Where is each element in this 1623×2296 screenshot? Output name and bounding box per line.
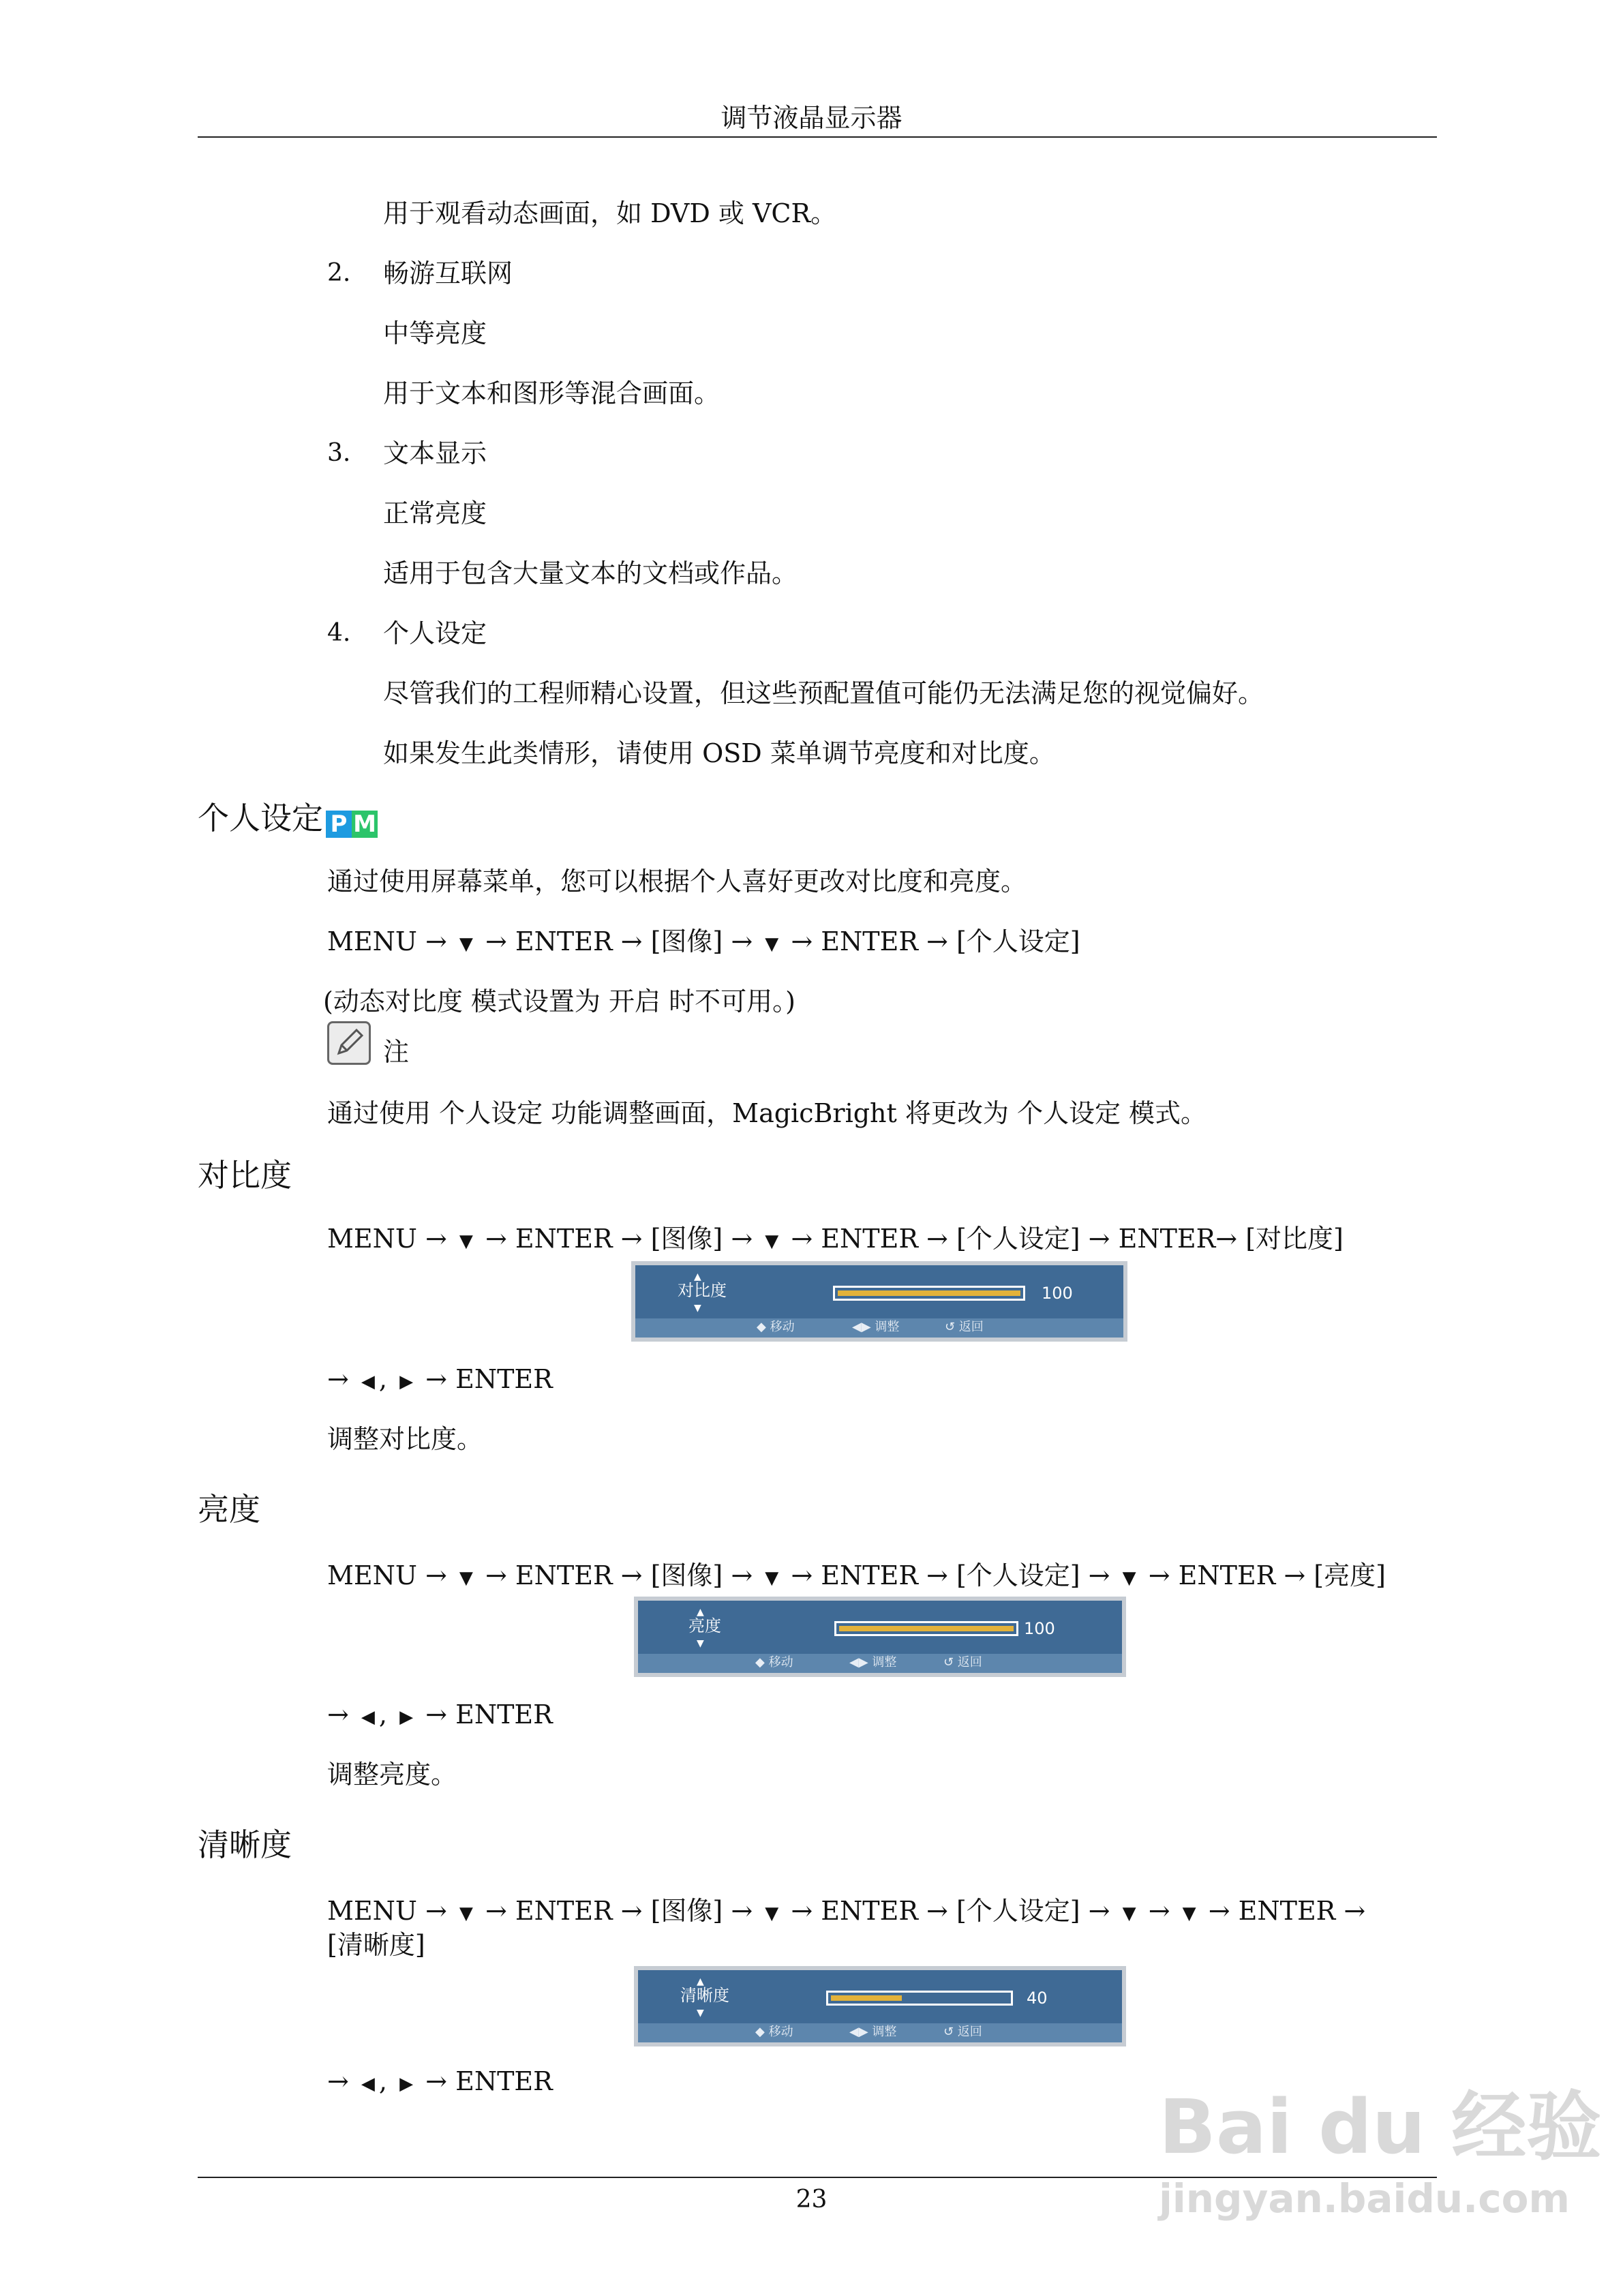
seq-part: → ENTER → [个人设定] →	[783, 1560, 1119, 1590]
hint-return: ↺ 返回	[945, 1320, 984, 1334]
up-down-icon: ▼	[694, 1303, 701, 1314]
seq-part: →	[327, 1700, 357, 1729]
custom-heading-text: 个人设定	[198, 800, 323, 836]
contrast-heading: 对比度	[198, 1157, 292, 1194]
osd-label: 清晰度	[680, 1986, 729, 2005]
up-down-icon: ▼	[697, 1638, 704, 1649]
right-arrow-icon: ▶	[399, 1371, 414, 1392]
pm-mode-icon	[326, 800, 378, 841]
page-number: 23	[795, 2186, 828, 2214]
seq-part: → ENTER → [个人设定]	[783, 926, 1080, 956]
seq-part: ,	[378, 1364, 396, 1394]
contrast-desc: 调整对比度。	[327, 1424, 483, 1454]
brightness-desc: 调整亮度。	[327, 1759, 457, 1789]
sharpness-osd-panel	[634, 1966, 1126, 2046]
up-down-icon: ▲	[694, 1271, 701, 1282]
seq-part: →	[327, 2066, 357, 2096]
osd-hint-row	[638, 2023, 1122, 2042]
down-arrow-icon: ▼	[459, 1230, 473, 1252]
baidu-watermark-url: jingyan.baidu.com	[1159, 2175, 1570, 2222]
hint-return: ↺ 返回	[943, 1655, 982, 1670]
seq-part: → ENTER	[417, 2066, 553, 2096]
note-icon	[327, 1021, 371, 1065]
up-down-icon: ▲	[697, 1976, 704, 1987]
osd-hint-row	[635, 1318, 1123, 1338]
custom-heading	[198, 798, 378, 841]
down-arrow-icon: ▼	[1122, 1567, 1136, 1588]
hint-return: ↺ 返回	[943, 2025, 982, 2039]
list-item-4-number: 4.	[327, 619, 351, 647]
brightness-slider[interactable]	[834, 1621, 1018, 1636]
mode-1-desc: 用于观看动态画面，如 DVD 或 VCR。	[383, 198, 837, 228]
list-item-2-desc1: 中等亮度	[383, 318, 487, 348]
down-arrow-icon: ▼	[1182, 1903, 1196, 1924]
sharpness-menu-sequence	[327, 1892, 1365, 1932]
slider-fill	[838, 1290, 1020, 1296]
seq-part: MENU →	[327, 1224, 455, 1254]
up-down-icon: ▼	[697, 2008, 704, 2019]
right-arrow-icon: ▶	[399, 2073, 414, 2094]
osd-label: 亮度	[688, 1616, 721, 1635]
list-item-3-number: 3.	[327, 439, 351, 467]
contrast-menu-sequence	[327, 1220, 1344, 1260]
up-down-icon: ▲	[697, 1607, 704, 1618]
osd-main-row	[635, 1265, 1123, 1320]
osd-value: 100	[1042, 1284, 1073, 1303]
seq-part: → ENTER → [个人设定] →	[783, 1896, 1119, 1926]
down-arrow-icon: ▼	[459, 933, 473, 954]
list-item-4-desc1: 尽管我们的工程师精心设置，但这些预配置值可能仍无法满足您的视觉偏好。	[383, 678, 1264, 708]
sharpness-menu-sequence-line2: [清晰度]	[327, 1930, 425, 1960]
seq-part: ,	[378, 1700, 396, 1729]
down-arrow-icon: ▼	[765, 1567, 779, 1588]
brightness-menu-sequence	[327, 1557, 1386, 1597]
seq-part: → ENTER → [个人设定] → ENTER→ [对比度]	[783, 1224, 1344, 1254]
list-item-3-title: 文本显示	[383, 438, 487, 468]
hint-adjust: ◀▶ 调整	[849, 2025, 897, 2039]
osd-main-row	[638, 1970, 1122, 2025]
seq-part: → ENTER	[417, 1700, 553, 1729]
hint-move: ◆ 移动	[755, 2025, 793, 2039]
down-arrow-icon: ▼	[459, 1903, 473, 1924]
header-divider	[198, 136, 1437, 138]
osd-main-row	[638, 1601, 1122, 1655]
seq-part: →	[327, 1364, 357, 1394]
left-arrow-icon: ◀	[361, 1706, 375, 1727]
custom-menu-sequence	[327, 923, 1080, 963]
list-item-4-title: 个人设定	[383, 618, 487, 648]
contrast-osd-panel	[631, 1261, 1127, 1342]
brightness-osd-panel	[634, 1597, 1126, 1677]
pm-badge-p: P	[326, 811, 352, 838]
seq-part: MENU →	[327, 926, 455, 956]
sharpness-heading: 清晰度	[198, 1826, 292, 1863]
osd-hint-row	[638, 1654, 1122, 1673]
seq-part: →	[1140, 1896, 1179, 1926]
down-arrow-icon: ▼	[765, 1230, 779, 1252]
slider-fill	[839, 1626, 1014, 1631]
seq-part: → ENTER → [图像] →	[476, 1224, 761, 1254]
page-header-title: 调节液晶显示器	[721, 103, 902, 133]
slider-fill	[831, 1995, 902, 2001]
note-label: 注	[383, 1037, 410, 1067]
list-item-4-desc2: 如果发生此类情形，请使用 OSD 菜单调节亮度和对比度。	[383, 738, 1055, 768]
seq-part: → ENTER → [图像] →	[476, 1896, 761, 1926]
down-arrow-icon: ▼	[765, 1903, 779, 1924]
seq-part: MENU →	[327, 1896, 455, 1926]
list-item-2-desc2: 用于文本和图形等混合画面。	[383, 378, 721, 408]
left-arrow-icon: ◀	[361, 2073, 375, 2094]
seq-part: ,	[378, 2066, 396, 2096]
right-arrow-icon: ▶	[399, 1706, 414, 1727]
osd-label: 对比度	[678, 1281, 727, 1300]
custom-intro: 通过使用屏幕菜单，您可以根据个人喜好更改对比度和亮度。	[327, 866, 1027, 896]
sharpness-adjust-sequence	[327, 2063, 553, 2102]
contrast-adjust-sequence	[327, 1361, 553, 1400]
pencil-icon	[329, 1023, 369, 1063]
baidu-watermark-logo: Bai du 经验	[1159, 2083, 1602, 2171]
contrast-slider[interactable]	[833, 1286, 1025, 1301]
seq-part: → ENTER	[417, 1364, 553, 1394]
sharpness-slider[interactable]	[826, 1991, 1013, 2006]
down-arrow-icon: ▼	[765, 933, 779, 954]
hint-adjust: ◀▶ 调整	[852, 1320, 900, 1334]
seq-part: → ENTER →	[1200, 1896, 1366, 1926]
seq-part: → ENTER → [图像] →	[476, 1560, 761, 1590]
seq-part: → ENTER → [亮度]	[1140, 1560, 1386, 1590]
pm-badge-m: M	[352, 811, 378, 838]
left-arrow-icon: ◀	[361, 1371, 375, 1392]
custom-restriction: (动态对比度 模式设置为 开启 时不可用。)	[323, 986, 795, 1016]
list-item-2-number: 2.	[327, 259, 351, 287]
hint-move: ◆ 移动	[757, 1320, 795, 1334]
down-arrow-icon: ▼	[459, 1567, 473, 1588]
note-text: 通过使用 个人设定 功能调整画面，MagicBright 将更改为 个人设定 模式。	[327, 1098, 1207, 1128]
list-item-2-title: 畅游互联网	[383, 258, 513, 288]
seq-part: → ENTER → [图像] →	[476, 926, 761, 956]
brightness-heading: 亮度	[198, 1491, 260, 1528]
seq-part: MENU →	[327, 1560, 455, 1590]
osd-value: 100	[1024, 1619, 1055, 1638]
hint-adjust: ◀▶ 调整	[849, 1655, 897, 1670]
list-item-3-desc2: 适用于包含大量文本的文档或作品。	[383, 558, 798, 588]
down-arrow-icon: ▼	[1122, 1903, 1136, 1924]
osd-value: 40	[1027, 1989, 1048, 2008]
hint-move: ◆ 移动	[755, 1655, 793, 1670]
list-item-3-desc1: 正常亮度	[383, 498, 487, 528]
brightness-adjust-sequence	[327, 1696, 553, 1736]
